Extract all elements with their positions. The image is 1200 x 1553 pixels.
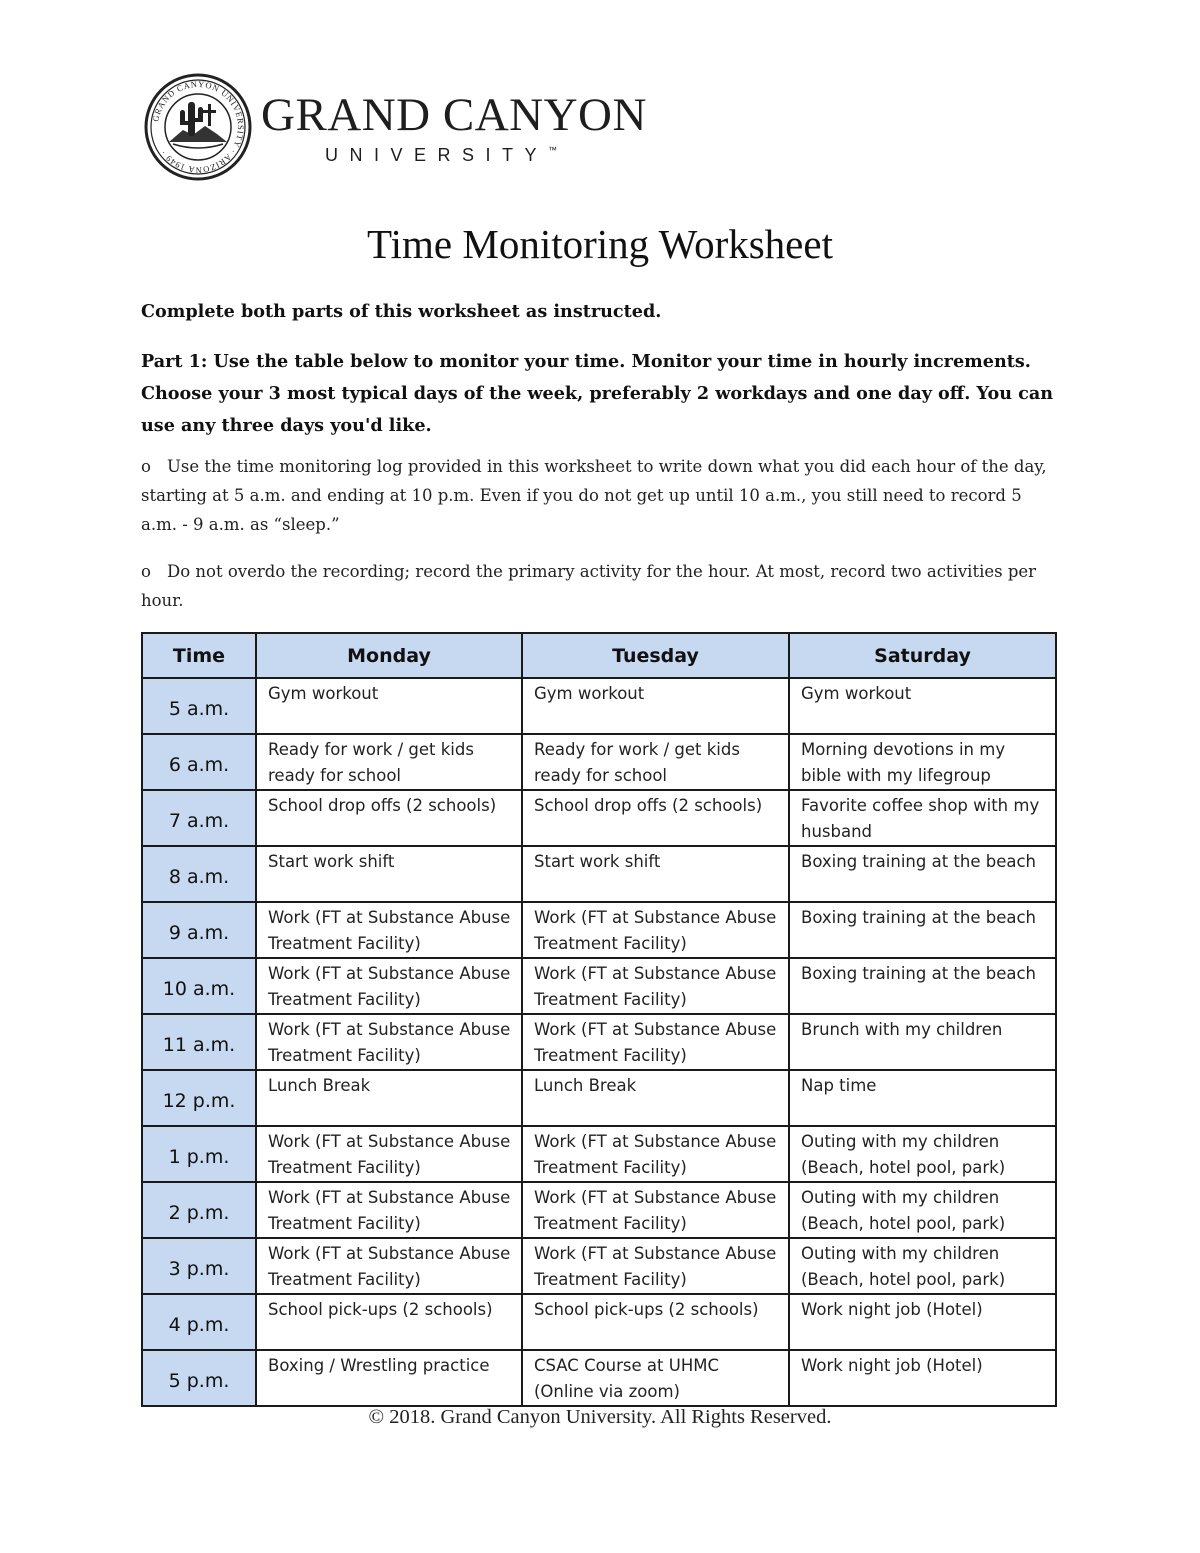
wordmark-line1: GRAND CANYON (261, 89, 647, 141)
tuesday-cell: Work (FT at Substance Abuse Treatment Facility) (522, 1238, 789, 1294)
copyright-footer: © 2018. Grand Canyon University. All Rights Reserved. (368, 1406, 832, 1428)
university-seal-icon (143, 72, 253, 182)
table-row (142, 902, 1056, 958)
time-cell: 4 p.m. (142, 1294, 256, 1350)
monday-cell: School drop offs (2 schools) (256, 790, 522, 846)
monday-cell: Ready for work / get kids ready for school (256, 734, 522, 790)
header-time: Time (142, 633, 256, 678)
tuesday-cell: Lunch Break (522, 1070, 789, 1126)
tuesday-cell: Work (FT at Substance Abuse Treatment Facility) (522, 1014, 789, 1070)
bullet-text: Do not overdo the recording; record the primary activity for the hour. At most, record two activities per hour. (141, 562, 1037, 610)
table-row (142, 846, 1056, 902)
wordmark-line2 (325, 145, 647, 166)
monday-cell: Work (FT at Substance Abuse Treatment Facility) (256, 1238, 522, 1294)
saturday-cell: Boxing training at the beach (789, 846, 1056, 902)
tuesday-cell: Work (FT at Substance Abuse Treatment Facility) (522, 902, 789, 958)
monday-cell: Work (FT at Substance Abuse Treatment Facility) (256, 1182, 522, 1238)
monday-cell: Lunch Break (256, 1070, 522, 1126)
monday-cell: Work (FT at Substance Abuse Treatment Facility) (256, 902, 522, 958)
table-row (142, 1294, 1056, 1350)
part1-instructions: Part 1: Use the table below to monitor your time. Monitor your time in hourly increments. Choose your 3 most typical days of the week, preferably 2 workdays and one day off. You can use any three days you'd like. (141, 351, 1054, 436)
table-row (142, 1182, 1056, 1238)
table-header-row (142, 633, 1056, 678)
table-row (142, 1350, 1056, 1406)
page-title: Time Monitoring Worksheet (367, 221, 833, 267)
monday-cell: Boxing / Wrestling practice (256, 1350, 522, 1406)
table-row (142, 678, 1056, 734)
time-cell: 6 a.m. (142, 734, 256, 790)
table-row (142, 1070, 1056, 1126)
saturday-cell: Morning devotions in my bible with my lifegroup (789, 734, 1056, 790)
time-cell: 1 p.m. (142, 1126, 256, 1182)
monday-cell: Start work shift (256, 846, 522, 902)
table-row (142, 1238, 1056, 1294)
saturday-cell: Brunch with my children (789, 1014, 1056, 1070)
saturday-cell: Outing with my children (Beach, hotel pool, park) (789, 1126, 1056, 1182)
table-row (142, 790, 1056, 846)
instruction-bullet-2 (141, 557, 1056, 615)
header-monday: Monday (256, 633, 522, 678)
svg-text:GRAND CANYON UNIVERSITY · ARIZ: GRAND CANYON UNIVERSITY · ARIZONA 1949 · (150, 78, 247, 176)
saturday-cell: Gym workout (789, 678, 1056, 734)
university-logo (143, 72, 647, 182)
time-cell: 12 p.m. (142, 1070, 256, 1126)
tuesday-cell: CSAC Course at UHMC (Online via zoom) (522, 1350, 789, 1406)
monday-cell: Work (FT at Substance Abuse Treatment Facility) (256, 1126, 522, 1182)
time-cell: 11 a.m. (142, 1014, 256, 1070)
saturday-cell: Favorite coffee shop with my husband (789, 790, 1056, 846)
table-row (142, 734, 1056, 790)
header-tuesday: Tuesday (522, 633, 789, 678)
saturday-cell: Boxing training at the beach (789, 958, 1056, 1014)
time-monitoring-table (141, 632, 1057, 1407)
tuesday-cell: School drop offs (2 schools) (522, 790, 789, 846)
time-cell: 8 a.m. (142, 846, 256, 902)
instruction-bullet-1 (141, 452, 1056, 539)
header-saturday: Saturday (789, 633, 1056, 678)
table-row (142, 1014, 1056, 1070)
monday-cell: Gym workout (256, 678, 522, 734)
saturday-cell: Outing with my children (Beach, hotel pool, park) (789, 1238, 1056, 1294)
university-wordmark (261, 89, 647, 166)
time-cell: 5 p.m. (142, 1350, 256, 1406)
intro-text: Complete both parts of this worksheet as instructed. (141, 301, 662, 322)
tuesday-cell: Ready for work / get kids ready for school (522, 734, 789, 790)
time-cell: 9 a.m. (142, 902, 256, 958)
bullet-marker: o (141, 457, 151, 476)
time-cell: 10 a.m. (142, 958, 256, 1014)
saturday-cell: Work night job (Hotel) (789, 1350, 1056, 1406)
bullet-marker: o (141, 562, 151, 581)
time-cell: 7 a.m. (142, 790, 256, 846)
bullet-text: Use the time monitoring log provided in this worksheet to write down what you did each hour of the day, starting at 5 a.m. and ending at 10 p.m. Even if you do not get up until 10 a.m., you still need to record 5 a.m. - 9 a.m. as “sleep.” (141, 457, 1047, 534)
tuesday-cell: Work (FT at Substance Abuse Treatment Facility) (522, 1126, 789, 1182)
monday-cell: Work (FT at Substance Abuse Treatment Facility) (256, 1014, 522, 1070)
saturday-cell: Outing with my children (Beach, hotel pool, park) (789, 1182, 1056, 1238)
tuesday-cell: Start work shift (522, 846, 789, 902)
tuesday-cell: School pick-ups (2 schools) (522, 1294, 789, 1350)
monday-cell: School pick-ups (2 schools) (256, 1294, 522, 1350)
time-cell: 5 a.m. (142, 678, 256, 734)
table-row (142, 1126, 1056, 1182)
table-row (142, 958, 1056, 1014)
trademark-symbol: ™ (548, 145, 558, 155)
saturday-cell: Work night job (Hotel) (789, 1294, 1056, 1350)
monday-cell: Work (FT at Substance Abuse Treatment Facility) (256, 958, 522, 1014)
saturday-cell: Boxing training at the beach (789, 902, 1056, 958)
tuesday-cell: Work (FT at Substance Abuse Treatment Facility) (522, 958, 789, 1014)
time-cell: 2 p.m. (142, 1182, 256, 1238)
saturday-cell: Nap time (789, 1070, 1056, 1126)
tuesday-cell: Gym workout (522, 678, 789, 734)
time-cell: 3 p.m. (142, 1238, 256, 1294)
tuesday-cell: Work (FT at Substance Abuse Treatment Facility) (522, 1182, 789, 1238)
wordmark-university: UNIVERSITY (325, 145, 549, 165)
